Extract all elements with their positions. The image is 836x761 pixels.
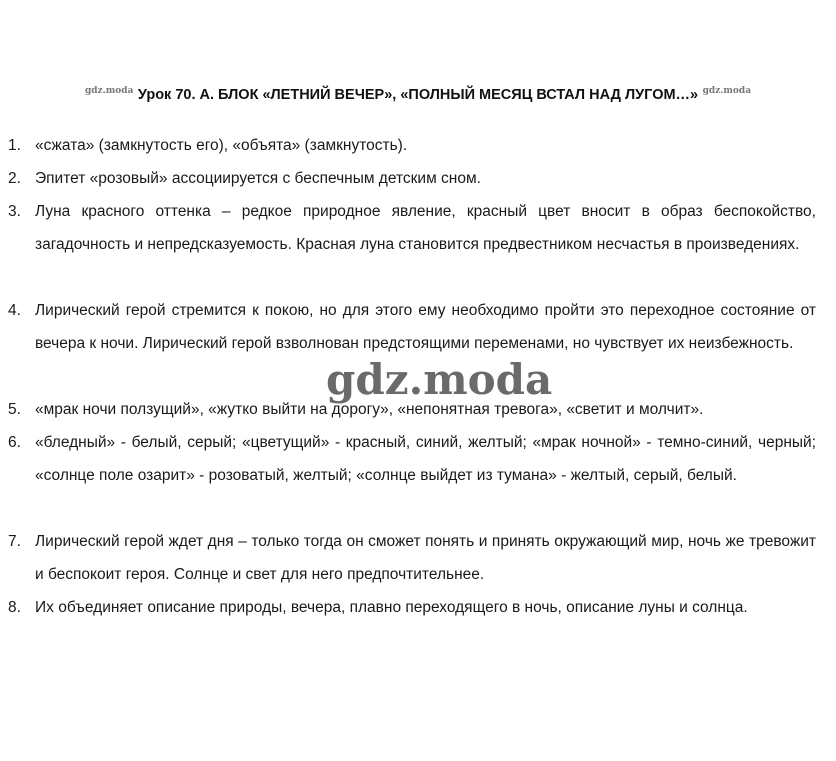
item-number: 5. <box>8 401 21 418</box>
header-watermark-left: gdz.moda <box>84 86 134 96</box>
item-text: «мрак ночи ползущий», «жутко выйти на дорогу», «непонятная тревога», «светит и молчит». <box>35 401 704 418</box>
item-text: Луна красного оттенка – редкое природное явление, красный цвет вносит в образ беспокойство, загадочность и непредсказуемость. Красная луна становится предвестником несчастья в произведениях. <box>35 203 816 253</box>
item-text: Их объединяет описание природы, вечера, плавно переходящего в ночь, описание луны и солнца. <box>35 599 748 616</box>
item-text: Лирический герой ждет дня – только тогда он сможет понять и принять окружающий мир, ночь же тревожит и беспокоит героя. Солнце и свет для него предпочтительнее. <box>35 533 816 583</box>
item-text: Лирический герой стремится к покою, но для этого ему необходимо пройти это переходное состояние от вечера к ночи. Лирический герой взволнован предстоящими переменами, но чувствует их неизбежность. <box>35 302 816 352</box>
item-number: 7. <box>8 533 21 550</box>
list-item <box>8 195 816 261</box>
watermark-logo: gdz.moda <box>326 355 553 404</box>
item-text: «сжата» (замкнутость его), «объята» (замкнутость). <box>35 137 408 154</box>
list-item <box>8 525 816 591</box>
lesson-title: Урок 70. А. БЛОК «ЛЕТНИЙ ВЕЧЕР», «ПОЛНЫЙ МЕСЯЦ ВСТАЛ НАД ЛУГОМ…» <box>137 87 699 103</box>
item-number: 2. <box>8 170 21 187</box>
header-watermark-right: gdz.moda <box>702 86 752 96</box>
item-number: 1. <box>8 137 21 154</box>
item-number: 4. <box>8 302 21 319</box>
item-text: «бледный» - белый, серый; «цветущий» - красный, синий, желтый; «мрак ночной» - темно-синий, черный; «солнце поле озарит» - розоватый, желтый; «солнце выйдет из тумана» - желтый, серый, белый. <box>35 434 816 484</box>
item-number: 6. <box>8 434 21 451</box>
list-item <box>8 591 816 624</box>
list-item <box>8 294 816 360</box>
list-item <box>8 129 816 162</box>
list-item <box>8 426 816 492</box>
item-text: Эпитет «розовый» ассоциируется с беспечным детским сном. <box>35 170 481 187</box>
list-item <box>8 162 816 195</box>
item-number: 3. <box>8 203 21 220</box>
lesson-header <box>0 86 836 104</box>
item-number: 8. <box>8 599 21 616</box>
